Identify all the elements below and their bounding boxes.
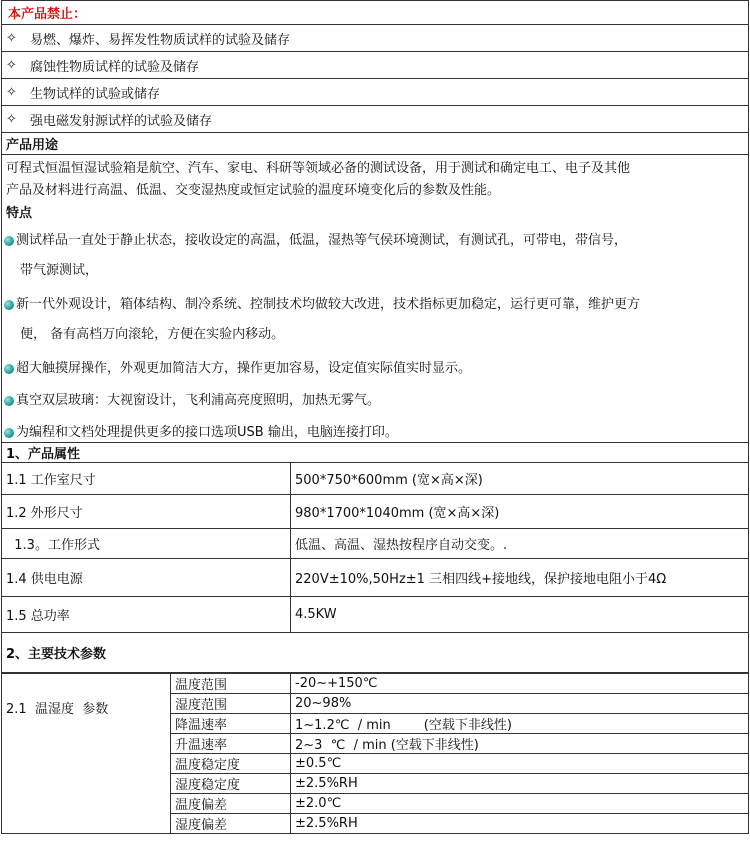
- attr-value: 220V±10%,50Hz±1 三相四线+接地线，保护接地电阻小于4Ω: [291, 559, 749, 597]
- diamond-bullet-icon: ✧: [6, 57, 17, 73]
- spec-name: 温度范围: [171, 674, 291, 694]
- usage-line: 可程式恒温恒湿试验箱是航空、汽车、家电、科研等领域必备的测试设备，用于测试和确定电工、电子及其他: [6, 161, 631, 176]
- prohibited-item-text: 易燃、爆炸、易挥发性物质试样的试验及储存: [30, 32, 291, 48]
- spec-name: 降温速率: [171, 714, 291, 734]
- feature-item: [2, 290, 748, 350]
- table-row: [2, 597, 749, 633]
- table-row: [2, 529, 749, 559]
- spec-value: ±2.5%RH: [291, 774, 749, 794]
- prohibited-title: 本产品禁止：: [2, 1, 748, 25]
- usage-text: [2, 155, 748, 202]
- feature-item: [2, 386, 748, 416]
- spec-name: 湿度稳定度: [171, 774, 291, 794]
- green-ball-bullet-icon: [4, 236, 14, 246]
- attr-value: 低温、高温、湿热按程序自动交变。.: [291, 529, 749, 559]
- prohibited-section: [1, 0, 749, 155]
- table-row: [2, 674, 749, 694]
- green-ball-bullet-icon: [4, 428, 14, 438]
- usage-title: 产品用途: [2, 133, 748, 155]
- usage-section: [1, 155, 749, 442]
- attr-label: 1.1 工作室尺寸: [2, 463, 291, 495]
- spec-value: 20~98%: [291, 694, 749, 714]
- diamond-bullet-icon: ✧: [6, 111, 17, 127]
- prohibited-item-text: 腐蚀性物质试样的试验及储存: [30, 59, 200, 75]
- specs-table: [1, 673, 749, 834]
- feature-line: 为编程和文档处理提供更多的接口选项USB 输出，电脑连接打印。: [16, 425, 398, 440]
- prohibited-item: [2, 25, 748, 52]
- feature-item: [2, 354, 748, 384]
- spec-value: 1~1.2℃ / min (空载下非线性): [291, 714, 749, 734]
- attributes-table: [1, 442, 749, 673]
- table-row: [2, 495, 749, 529]
- attributes-title: 1、产品属性: [2, 443, 749, 463]
- spec-name: 升温速率: [171, 734, 291, 754]
- prohibited-item-text: 强电磁发射源试样的试验及储存: [30, 113, 213, 129]
- spec-name: 温度稳定度: [171, 754, 291, 774]
- feature-line: 测试样品一直处于静止状态，接收设定的高温，低温，湿热等气侯环境测试，有测试孔，可带电，带信号，: [16, 233, 628, 248]
- spec-name: 湿度偏差: [171, 814, 291, 834]
- specs-title: 2、主要技术参数: [2, 633, 749, 673]
- document-page: [1, 0, 749, 834]
- diamond-bullet-icon: ✧: [6, 30, 17, 46]
- attr-value: 500*750*600mm (宽×高×深): [291, 463, 749, 495]
- spec-value: ±0.5℃: [291, 754, 749, 774]
- attr-label: 1.2 外形尺寸: [2, 495, 291, 529]
- prohibited-item-text: 生物试样的试验或储存: [30, 86, 161, 102]
- feature-item: [2, 418, 748, 448]
- feature-line: 带气源测试，: [20, 263, 99, 278]
- specs-group-label: 2.1 温湿度 参数: [2, 674, 171, 834]
- features-title: 特点: [6, 206, 33, 221]
- attr-value: 4.5KW: [291, 597, 749, 633]
- spec-value: ±2.0℃: [291, 794, 749, 814]
- green-ball-bullet-icon: [4, 300, 14, 310]
- prohibited-item: [2, 79, 748, 106]
- diamond-bullet-icon: ✧: [6, 84, 17, 100]
- green-ball-bullet-icon: [4, 364, 14, 374]
- attr-label: 1.3。工作形式: [2, 529, 291, 559]
- usage-line: 产品及材料进行高温、低温、交变湿热度或恒定试验的温度环境变化后的参数及性能。: [6, 183, 501, 198]
- green-ball-bullet-icon: [4, 396, 14, 406]
- spec-name: 湿度范围: [171, 694, 291, 714]
- feature-line: 真空双层玻璃：大视窗设计，飞利浦高亮度照明，加热无雾气。: [16, 393, 381, 408]
- spec-value: ±2.5%RH: [291, 814, 749, 834]
- feature-line: 便， 备有高档万向滚轮，方便在实验内移动。: [20, 327, 285, 342]
- spec-value: 2~3 ℃ / min (空载下非线性): [291, 734, 749, 754]
- attr-label: 1.5 总功率: [2, 597, 291, 633]
- attr-label: 1.4 供电电源: [2, 559, 291, 597]
- feature-line: 超大触摸屏操作，外观更加简洁大方，操作更加容易，设定值实际值实时显示。: [16, 361, 472, 376]
- spec-value: -20~+150℃: [291, 674, 749, 694]
- prohibited-item: [2, 52, 748, 79]
- table-row: [2, 559, 749, 597]
- feature-item: [2, 226, 748, 286]
- attr-value: 980*1700*1040mm (宽×高×深): [291, 495, 749, 529]
- table-row: [2, 463, 749, 495]
- prohibited-item: [2, 106, 748, 133]
- spec-name: 温度偏差: [171, 794, 291, 814]
- feature-line: 新一代外观设计，箱体结构、制冷系统、控制技术均做较大改进，技术指标更加稳定，运行更可靠，维护更方: [16, 297, 641, 312]
